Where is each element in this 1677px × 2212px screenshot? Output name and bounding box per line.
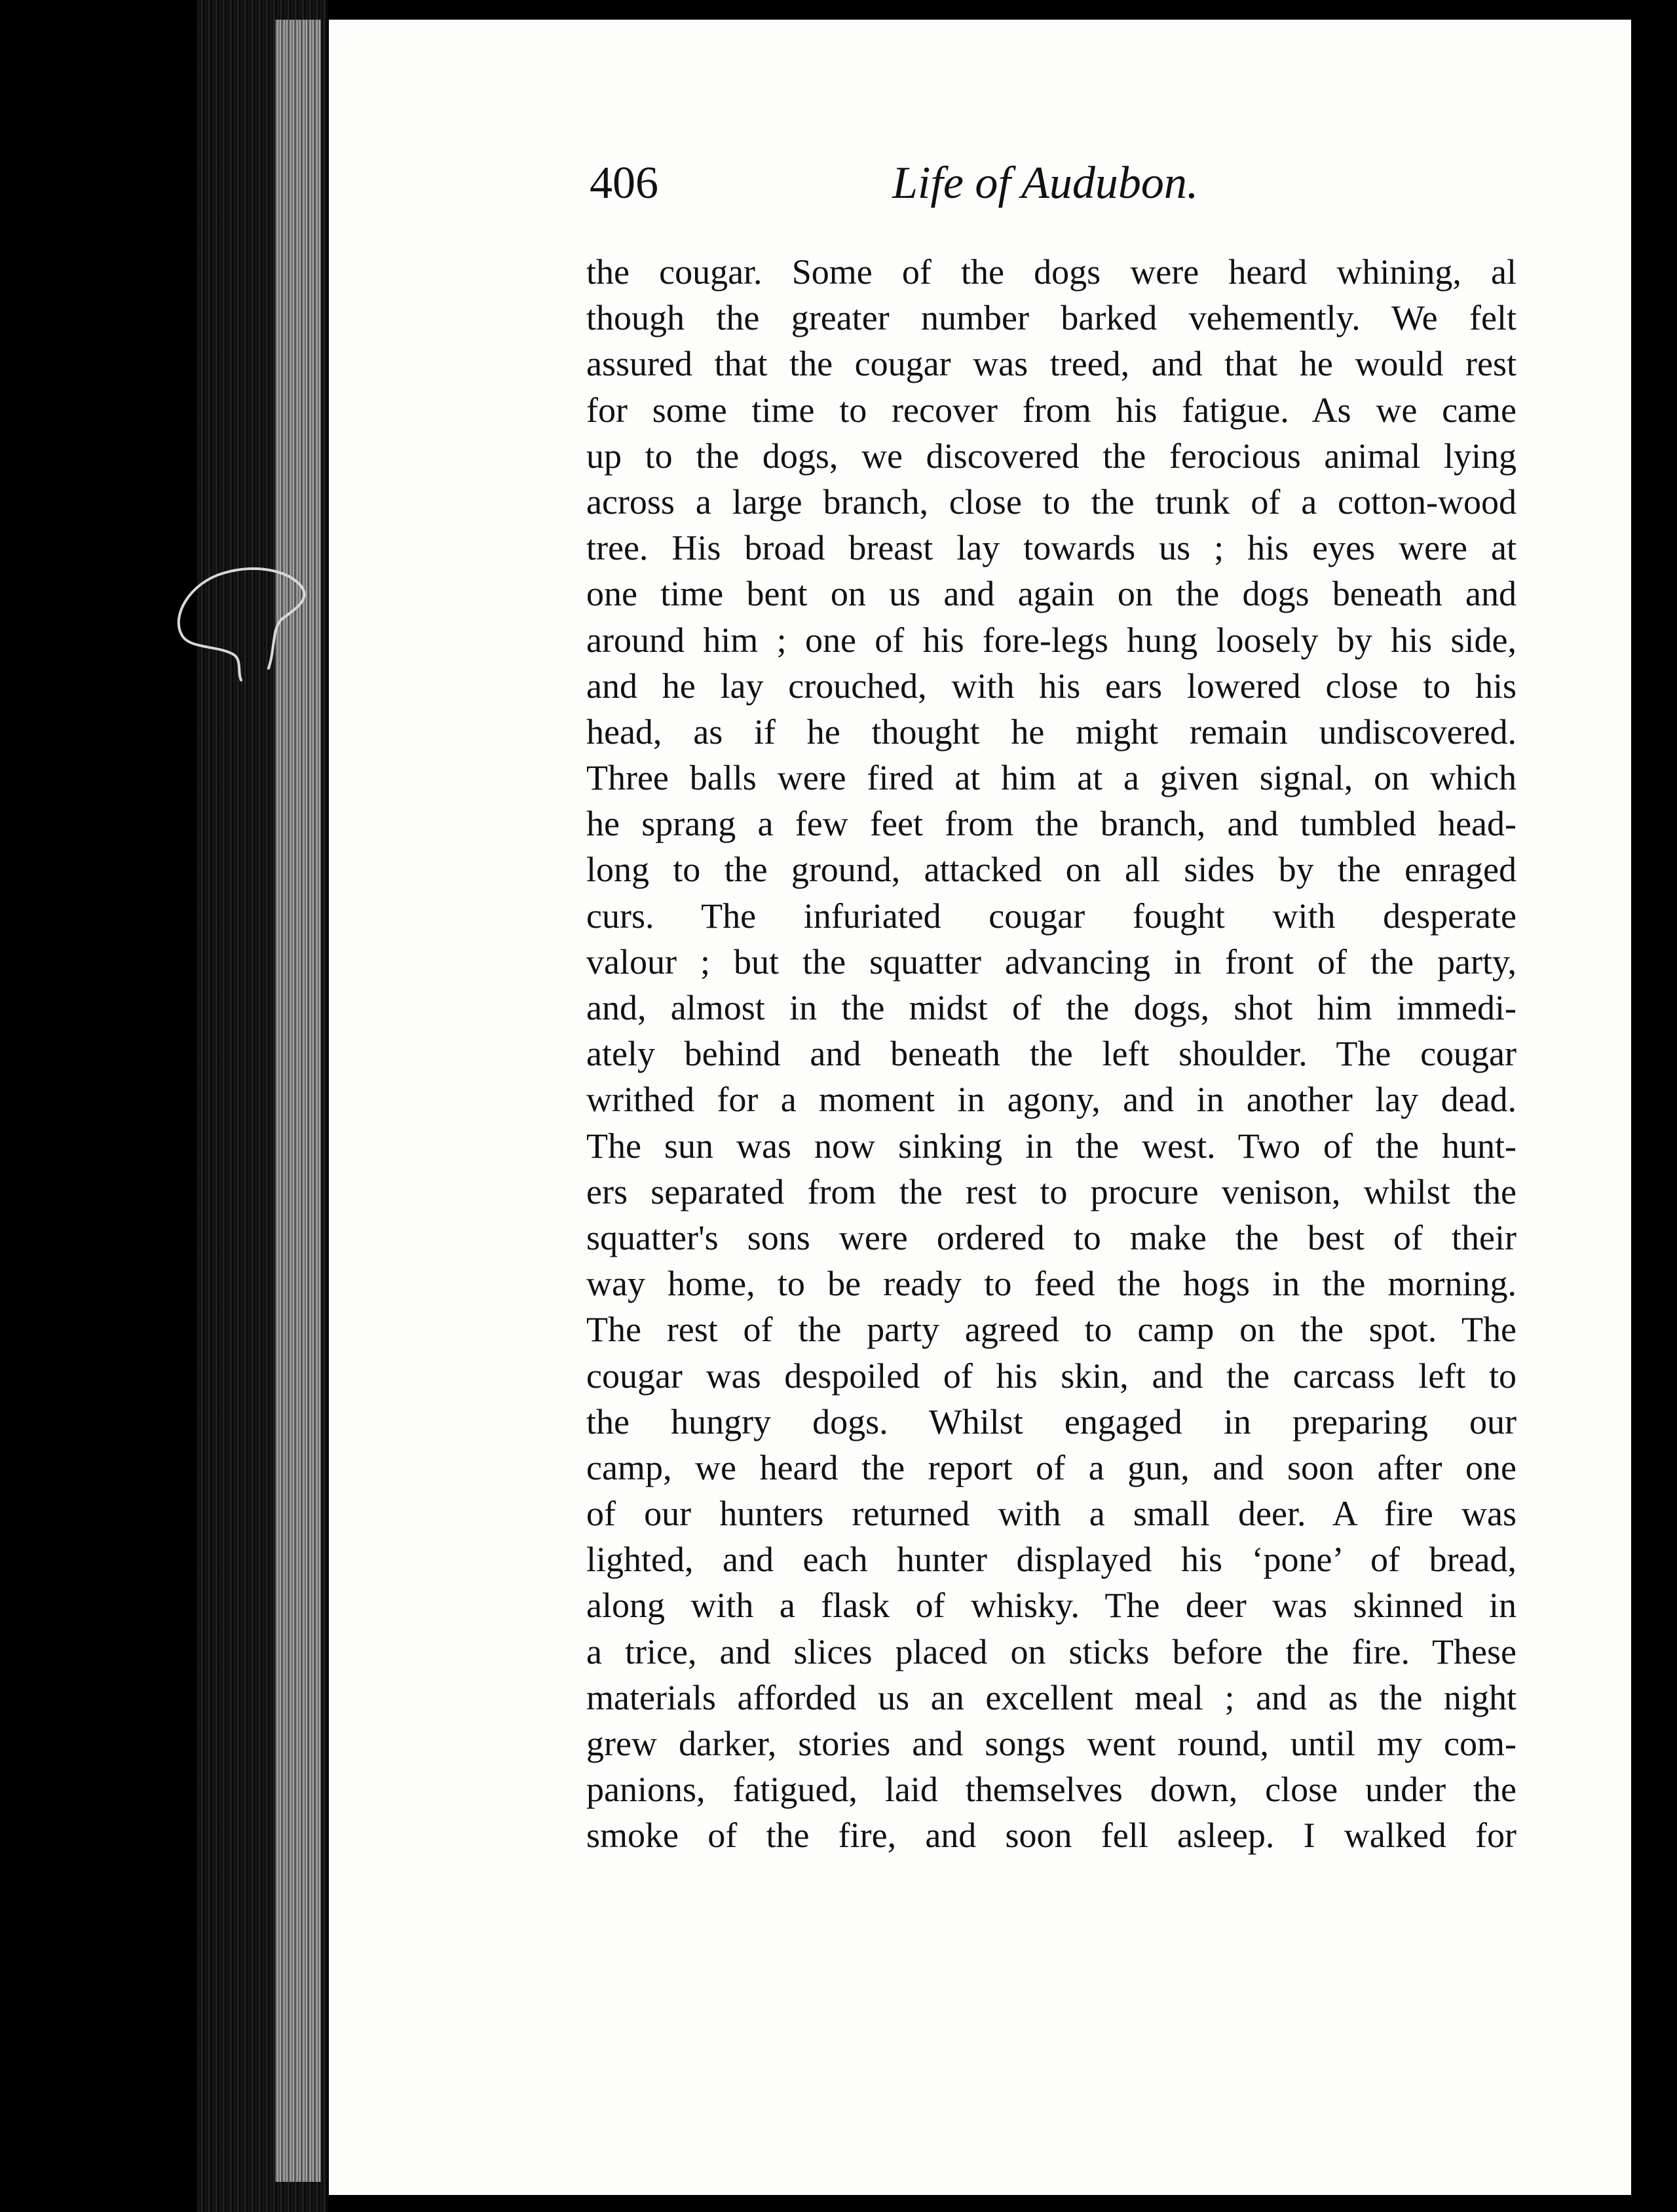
text-line: a trice, and slices placed on sticks before the fire. These (586, 1631, 1517, 1671)
text-line: way home, to be ready to feed the hogs in the morning. (586, 1264, 1517, 1304)
book-page-edges-highlight (275, 20, 321, 2182)
text-line: the hungry dogs. Whilst engaged in preparing our (586, 1402, 1517, 1441)
text-line: and, almost in the midst of the dogs, shot him immedi- (586, 988, 1517, 1027)
text-line: materials afforded us an excellent meal ; and as the night (586, 1677, 1517, 1717)
text-line: and he lay crouched, with his ears lowered close to his (586, 666, 1517, 706)
text-line: valour ; but the squatter advancing in front of the party, (586, 942, 1517, 982)
text-line: one time bent on us and again on the dogs beneath and (586, 574, 1517, 614)
text-line: The sun was now sinking in the west. Two of the hunt- (586, 1126, 1517, 1166)
text-line: cougar was despoiled of his skin, and the carcass left to (586, 1356, 1517, 1396)
text-line: Three balls were fired at him at a given signal, on which (586, 758, 1517, 798)
text-line: he sprang a few feet from the branch, and tumbled head- (586, 804, 1517, 844)
text-line: curs. The infuriated cougar fought with desperate (586, 896, 1517, 936)
text-line: ately behind and beneath the left shoulder. The cougar (586, 1034, 1517, 1074)
scan-border-right (1631, 0, 1677, 2212)
text-line: for some time to recover from his fatigue. As we came (586, 390, 1517, 430)
page-number: 406 (590, 158, 658, 208)
text-line: the cougar. Some of the dogs were heard whining, al (586, 252, 1517, 292)
body-text (586, 249, 1517, 1859)
text-line: up to the dogs, we discovered the ferocious animal lying (586, 436, 1517, 476)
text-line: across a large branch, close to the trunk of a cotton-wood (586, 482, 1517, 522)
running-title: Life of Audubon. (892, 158, 1199, 208)
text-line: squatter's sons were ordered to make the best of their (586, 1217, 1517, 1257)
text-line: smoke of the fire, and soon fell asleep. I walked for (586, 1816, 1517, 1856)
pencil-mark-icon (164, 537, 321, 708)
text-line: along with a flask of whisky. The deer was skinned in (586, 1586, 1517, 1626)
text-line: The rest of the party agreed to camp on the spot. The (586, 1310, 1517, 1350)
text-line: lighted, and each hunter displayed his ‘pone’ of bread, (586, 1540, 1517, 1580)
text-line: panions, fatigued, laid themselves down, close under the (586, 1770, 1517, 1810)
text-line: camp, we heard the report of a gun, and soon after one (586, 1447, 1517, 1487)
text-line: ers separated from the rest to procure venison, whilst the (586, 1172, 1517, 1211)
text-line: head, as if he thought he might remain undiscovered. (586, 712, 1517, 752)
text-line: assured that the cougar was treed, and that he would rest (586, 344, 1517, 384)
text-line: tree. His broad breast lay towards us ; his eyes were at (586, 528, 1517, 568)
running-head (590, 157, 1245, 229)
text-line: though the greater number barked vehemently. We felt (586, 298, 1517, 338)
text-line: writhed for a moment in agony, and in another lay dead. (586, 1080, 1517, 1120)
text-line: of our hunters returned with a small deer. A fire was (586, 1494, 1517, 1534)
text-line: long to the ground, attacked on all sides by the enraged (586, 850, 1517, 890)
text-line: around him ; one of his fore-legs hung loosely by his side, (586, 620, 1517, 660)
text-line: grew darker, stories and songs went round, until my com- (586, 1724, 1517, 1763)
